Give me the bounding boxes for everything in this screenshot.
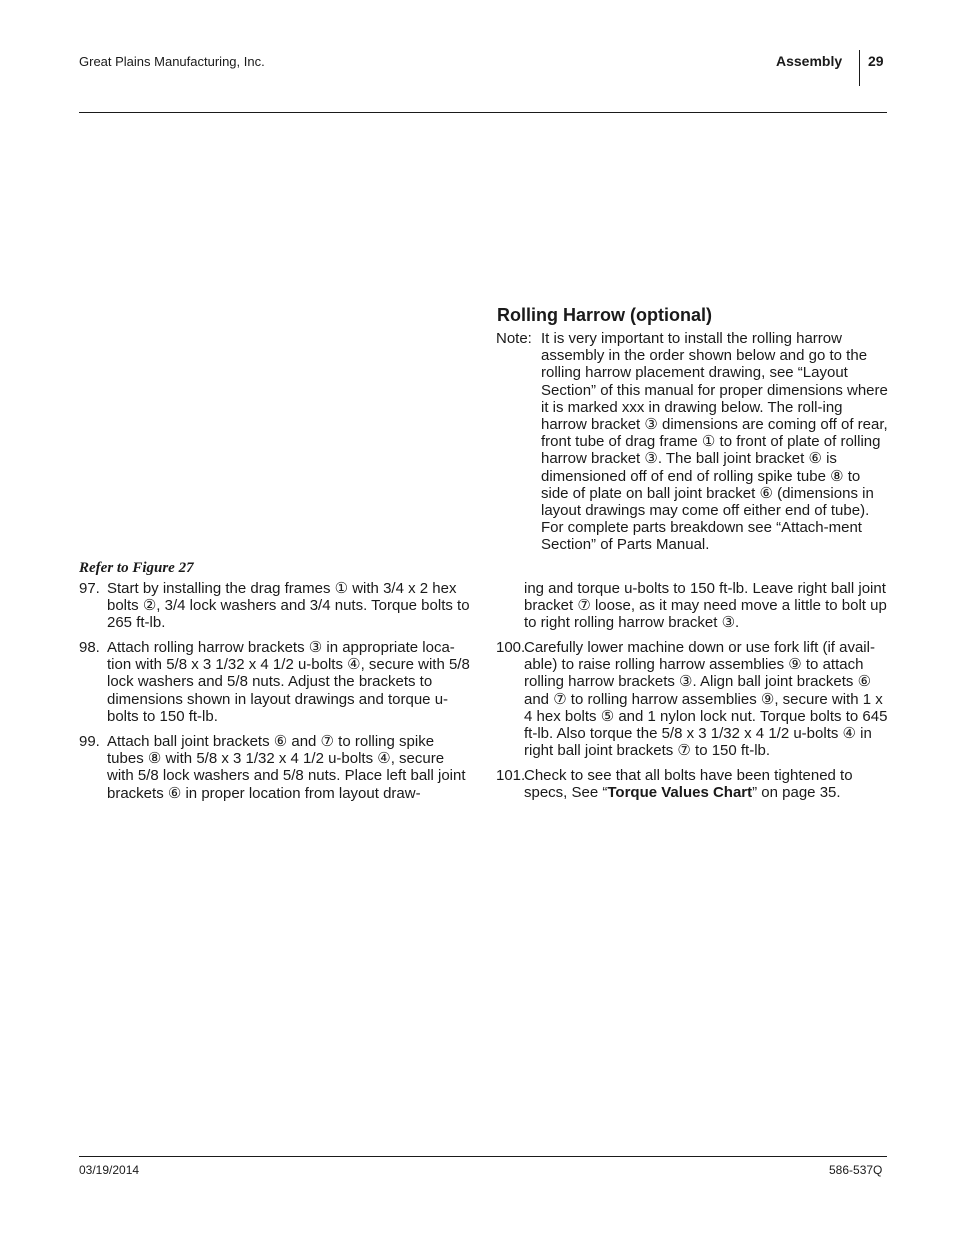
figure-reference: Refer to Figure 27 [79, 560, 194, 576]
step-text: Start by installing the drag frames ① with 3/4 x 2 hex bolts ②, 3/4 lock washers and 3/4 nuts. Torque bolts to 265 ft-lb. [107, 580, 470, 632]
step-99-continued: ing and torque u-bolts to 150 ft-lb. Leave right ball joint bracket ⑦ loose, as it may need move a little to bolt up to right rolling harrow bracket ③. [524, 580, 887, 632]
step-text-before: Check to see that all bolts have been tightened to specs, See “ [524, 767, 853, 802]
footer-rule [79, 1156, 887, 1157]
step-text-after: ” on page 35. [752, 784, 841, 802]
footer-date: 03/19/2014 [79, 1163, 140, 1177]
step-text [524, 767, 888, 801]
step-number: 101. [496, 767, 526, 784]
step-text: Carefully lower machine down or use fork lift (if avail-able) to raise rolling harrow assemblies ⑨ to attach rolling harrow brackets ③. Align ball joint brackets ⑥ and ⑦ to rolling harrow assemblies ⑨, secure with 1 x 4 hex bolts ⑤ and 1 nylon lock nut. Torque bolts to 645 ft-lb. Also torque the 5/8 x 3 1/32 x 4 1/2 u-bolts ④ in right ball joint brackets ⑦ to 150 ft-lb. [524, 639, 888, 760]
header-company: Great Plains Manufacturing, Inc. [79, 54, 265, 69]
section-heading-rolling-harrow: Rolling Harrow (optional) [497, 305, 712, 325]
torque-values-chart-link[interactable]: Torque Values Chart [607, 784, 753, 802]
step-number: 97. [79, 580, 100, 597]
note-label: Note: [496, 330, 532, 347]
header-divider [859, 50, 860, 86]
header-section-title: Assembly [776, 53, 843, 69]
step-text: Attach ball joint brackets ⑥ and ⑦ to rolling spike tubes ⑧ with 5/8 x 3 1/32 x 4 1/2 u-bolts ④, secure with 5/8 lock washers and 5/8 nuts. Place left ball joint brackets ⑥ in proper location from layout draw- [107, 733, 466, 802]
page-number: 29 [868, 53, 884, 69]
step-number: 98. [79, 639, 100, 656]
note-text: It is very important to install the rolling harrow assembly in the order shown below and go to the rolling harrow placement drawing, see “Layout Section” of this manual for proper dimensions where it is marked xxx in drawing below. The roll-ing harrow bracket ③ dimensions are coming off of rear, front tube of drag frame ① to front of plate of rolling harrow bracket ③. The ball joint bracket ⑥ is dimensioned off of end of rolling spike tube ⑧ to side of plate on ball joint bracket ⑥ (dimensions in layout drawings may come off either end of tube). For complete parts breakdown see “Attach-ment Section” of Parts Manual. [541, 330, 888, 554]
header-rule [79, 112, 887, 113]
footer-part-number: 586-537Q [829, 1163, 883, 1177]
step-text: Attach rolling harrow brackets ③ in appropriate loca-tion with 5/8 x 3 1/32 x 4 1/2 u-bolts ④, secure with 5/8 lock washers and 5/8 nuts. Adjust the brackets to dimensions shown in layout drawings and torque u-bolts to 150 ft-lb. [107, 639, 470, 725]
step-number: 100. [496, 639, 526, 656]
step-number: 99. [79, 733, 100, 750]
